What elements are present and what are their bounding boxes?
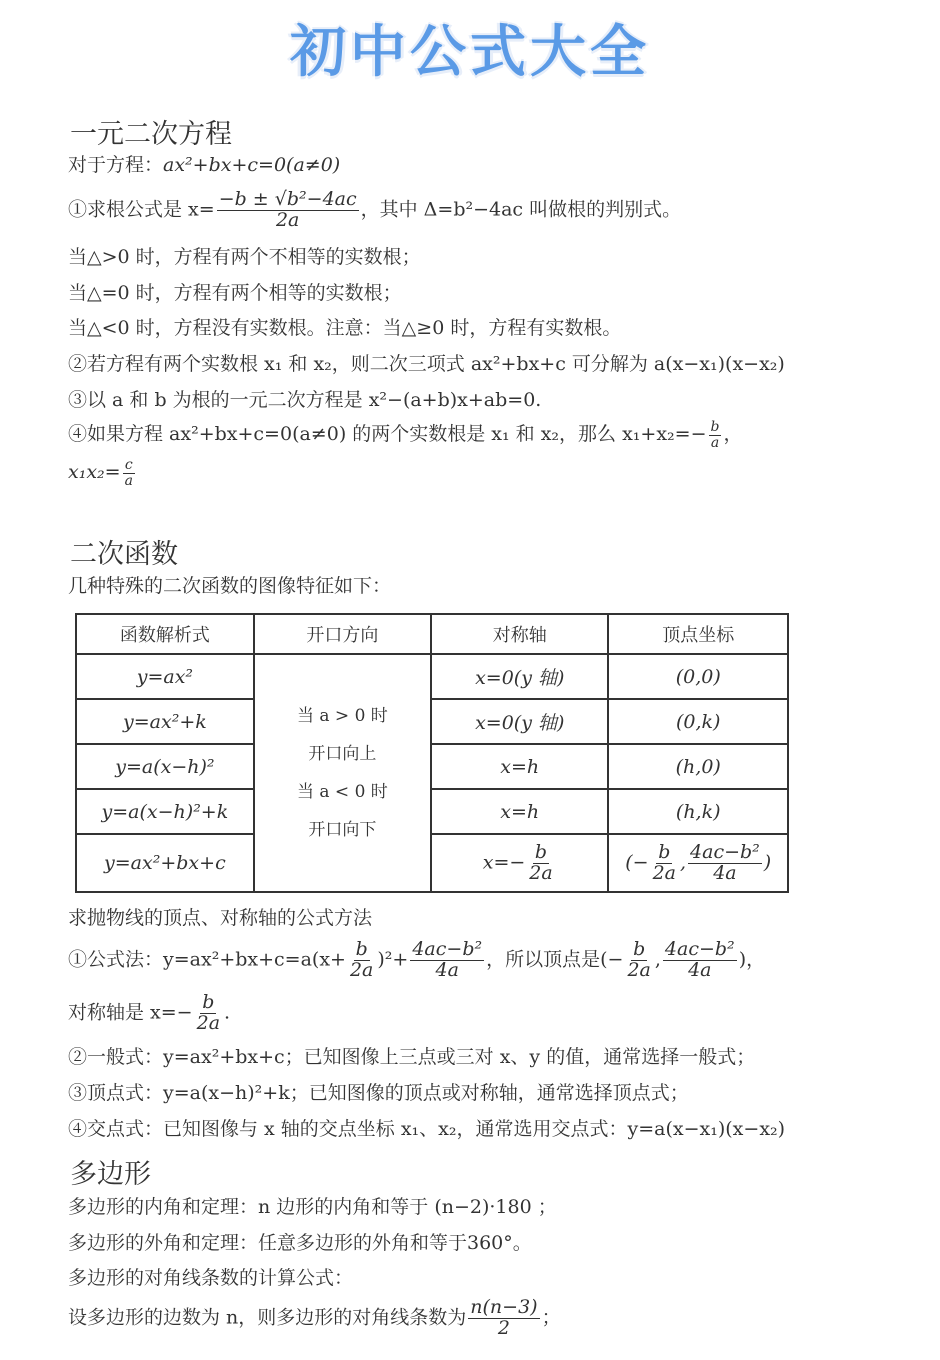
formula-method-frac2-num: 4ac−b²	[412, 938, 483, 960]
root-formula-fraction	[217, 190, 359, 231]
equation-intro	[68, 154, 340, 178]
symmetry-axis-numerator: b	[202, 991, 215, 1013]
formula-method-end: )，	[738, 948, 766, 971]
table-header-axis: 对称轴	[431, 614, 608, 654]
table-row	[76, 744, 788, 789]
vieta-sum-fraction	[709, 420, 722, 450]
vieta-sum-prefix: ④如果方程 ax²+bx+c=0(a≠0) 的两个实数根是 x₁ 和 x₂，那么 x₁+x₂=−	[68, 423, 707, 446]
formula-method-frac1	[348, 940, 375, 981]
table-cell-expression: y=ax²+k	[76, 699, 254, 744]
symmetry-axis-prefix: 对称轴是 x=−	[68, 1001, 193, 1024]
table-cell-axis: x=0(y 轴)	[431, 699, 608, 744]
intercept-form-line: ④交点式：已知图像与 x 轴的交点坐标 x₁、x₂，通常选用交点式：y=a(x−x₁)(x−x₂)	[68, 1118, 786, 1140]
direction-line: 开口向下	[308, 820, 377, 840]
table-cell-expression: y=a(x−h)²	[76, 744, 254, 789]
formula-method-frac2-den: 4a	[435, 958, 459, 981]
diagonal-formula-title: 多边形的对角线条数的计算公式：	[68, 1267, 354, 1289]
vertex-form-line: ③顶点式：y=a(x−h)²+k；已知图像的顶点或对称轴，通常选择顶点式；	[68, 1082, 689, 1104]
formula-method-prefix: ①公式法：y=ax²+bx+c=a(x+	[68, 948, 346, 971]
vieta-sum-numerator: b	[710, 419, 720, 435]
vieta-product-fraction	[123, 458, 135, 488]
vertex-fraction-y	[688, 840, 762, 884]
factorization-rule: ②若方程有两个实数根 x₁ 和 x₂，则二次三项式 ax²+bx+c 可分解为 a(x−x₁)(x−x₂)	[68, 353, 785, 375]
vertex-open: (−	[625, 851, 649, 873]
vertex-fraction-x	[651, 840, 678, 884]
section-heading-quadratic-function: 二次函数	[70, 539, 178, 570]
discriminant-case-zero: 当△=0 时，方程有两个相等的实数根；	[68, 282, 402, 304]
table-header-vertex: 顶点坐标	[608, 614, 788, 654]
table-cell-axis	[431, 834, 608, 892]
function-table-intro: 几种特殊的二次函数的图像特征如下：	[68, 575, 392, 597]
vertex-y-numerator: 4ac−b²	[690, 840, 760, 863]
direction-line: 当 a > 0 时	[296, 706, 388, 726]
vertex-close: )	[763, 851, 772, 873]
root-formula-prefix: ①求根公式是 x=	[68, 198, 215, 221]
root-formula-suffix: ，其中 Δ=b²−4ac 叫做根的判别式。	[360, 198, 682, 221]
formula-method-frac2	[410, 940, 484, 981]
section-heading-polygon: 多边形	[70, 1159, 151, 1190]
method-title: 求抛物线的顶点、对称轴的公式方法	[68, 907, 373, 929]
vertex-x-numerator: b	[658, 840, 671, 863]
vieta-product-prefix: x₁x₂=	[68, 461, 121, 484]
table-header-expression: 函数解析式	[76, 614, 254, 654]
vertex-x-denominator: 2a	[652, 861, 676, 884]
table-cell-expression: y=a(x−h)²+k	[76, 789, 254, 834]
formula-method-frac1-den: 2a	[349, 958, 374, 981]
root-formula-line	[68, 190, 681, 231]
direction-line: 当 a < 0 时	[296, 782, 388, 802]
diagonal-formula-denominator: 2	[497, 1316, 510, 1339]
symmetry-axis-line	[68, 993, 230, 1034]
equation-intro-formula: ax²+bx+c=0(a≠0)	[163, 154, 341, 176]
diagonal-formula-end: ；	[541, 1306, 561, 1329]
equation-intro-prefix: 对于方程：	[68, 154, 164, 176]
formula-method-text: ，所以顶点是(−	[486, 948, 624, 971]
discriminant-case-negative: 当△<0 时，方程没有实数根。注意：当△≥0 时，方程有实数根。	[68, 317, 622, 339]
vertex-y-denominator: 4a	[713, 861, 737, 884]
table-row	[76, 654, 788, 699]
axis-fraction	[527, 840, 554, 884]
vieta-sum-tail: ，	[723, 423, 743, 446]
root-formula-numerator: −b ± √b²−4ac	[218, 188, 357, 210]
table-row	[76, 834, 788, 892]
direction-line: 开口向上	[308, 744, 377, 764]
table-header-direction: 开口方向	[254, 614, 431, 654]
axis-denominator: 2a	[529, 861, 553, 884]
table-cell-axis: x=0(y 轴)	[431, 654, 608, 699]
table-header-row	[76, 614, 788, 654]
vertex-separator: ,	[679, 851, 687, 873]
root-formula-denominator: 2a	[275, 208, 300, 231]
diagonal-formula-prefix: 设多边形的边数为 n，则多边形的对角线条数为	[68, 1306, 467, 1329]
formula-method-frac3-num: b	[633, 938, 646, 960]
table-cell-expression: y=ax²	[76, 654, 254, 699]
symmetry-axis-end: .	[224, 1001, 231, 1024]
table-row	[76, 699, 788, 744]
diagonal-formula-fraction	[468, 1298, 539, 1339]
vieta-product-denominator: a	[124, 472, 133, 489]
table-cell-axis: x=h	[431, 744, 608, 789]
table-cell-vertex: (h,k)	[608, 789, 788, 834]
formula-method-line	[68, 940, 765, 981]
symmetry-axis-denominator: 2a	[196, 1011, 221, 1034]
discriminant-case-positive: 当△>0 时，方程有两个不相等的实数根；	[68, 246, 421, 268]
exterior-angle-theorem: 多边形的外角和定理：任意多边形的外角和等于360°。	[68, 1232, 532, 1254]
roots-equation-rule: ③以 a 和 b 为根的一元二次方程是 x²−(a+b)x+ab=0.	[68, 389, 542, 411]
table-cell-direction	[254, 654, 431, 892]
formula-method-frac4-num: 4ac−b²	[664, 938, 735, 960]
table-cell-vertex: (0,0)	[608, 654, 788, 699]
table-cell-axis: x=h	[431, 789, 608, 834]
section-heading-quadratic-equation: 一元二次方程	[70, 119, 232, 150]
table-cell-expression: y=ax²+bx+c	[76, 834, 254, 892]
general-form-line: ②一般式：y=ax²+bx+c；已知图像上三点或三对 x、y 的值，通常选择一般式；	[68, 1046, 756, 1068]
formula-method-mid: )²+	[377, 948, 409, 971]
formula-method-frac3	[625, 940, 652, 981]
interior-angle-theorem: 多边形的内角和定理：n 边形的内角和等于 (n−2)·180 ；	[68, 1196, 557, 1218]
diagonal-formula-line	[68, 1298, 561, 1339]
axis-numerator: b	[534, 840, 548, 863]
vieta-sum-line	[68, 420, 743, 450]
vieta-product-numerator: c	[124, 457, 133, 473]
symmetry-axis-fraction	[195, 993, 222, 1034]
table-row	[76, 789, 788, 834]
quadratic-function-table	[75, 613, 789, 893]
table-cell-vertex	[608, 834, 788, 892]
vieta-sum-denominator: a	[710, 434, 720, 451]
formula-method-frac1-num: b	[355, 938, 368, 960]
axis-prefix: x=−	[482, 851, 526, 873]
vieta-product-line	[68, 458, 137, 488]
formula-method-frac4	[663, 940, 737, 981]
formula-method-frac4-den: 4a	[688, 958, 712, 981]
table-cell-vertex: (h,0)	[608, 744, 788, 789]
table-cell-vertex: (0,k)	[608, 699, 788, 744]
page-title: 初中公式大全	[290, 20, 650, 85]
formula-method-sep: ,	[654, 948, 661, 971]
diagonal-formula-numerator: n(n−3)	[470, 1296, 538, 1318]
formula-method-frac3-den: 2a	[627, 958, 651, 981]
